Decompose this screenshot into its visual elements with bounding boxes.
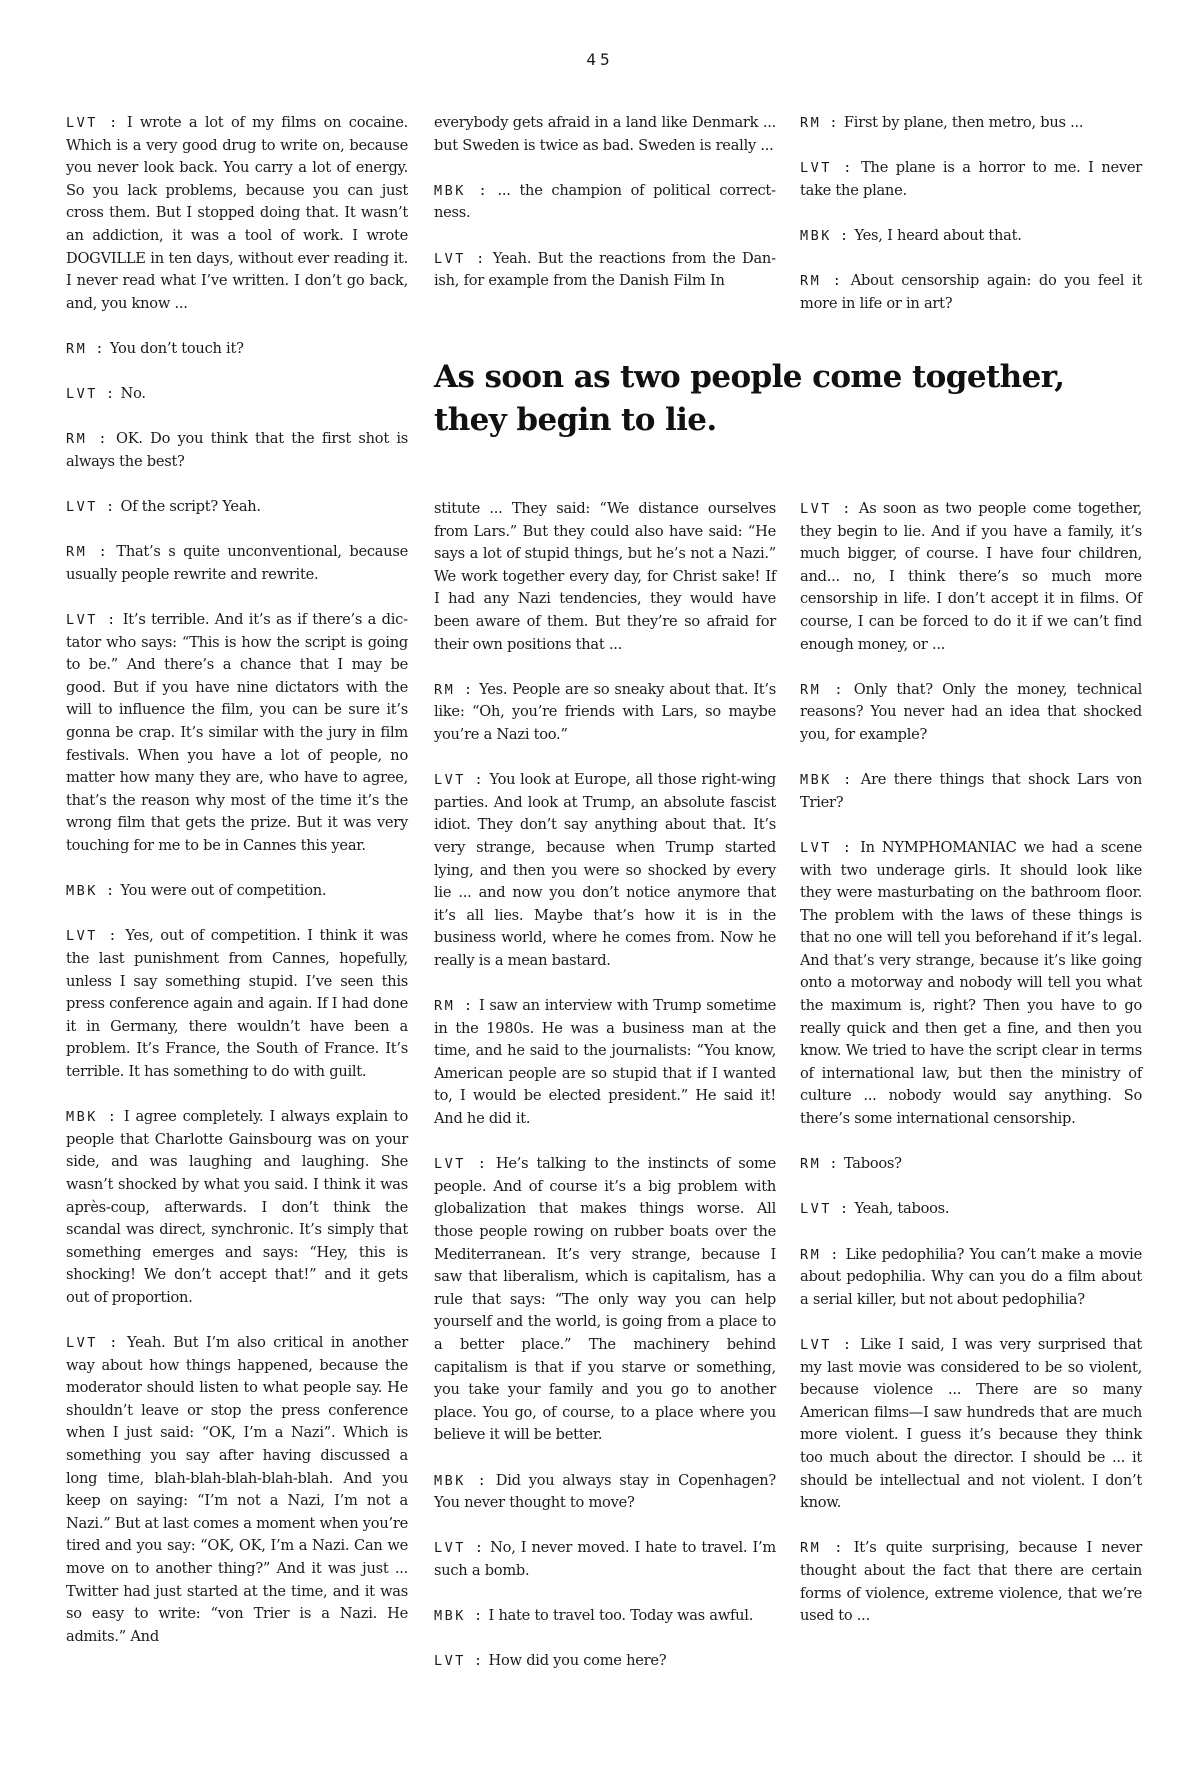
speaker-label: RM :: [800, 682, 842, 698]
speaker-label: LVT :: [434, 251, 484, 267]
interview-paragraph: [66, 428, 408, 473]
paragraph-text: Only that? Only the money, technical reasons? You never had an idea that shocked you, for example?: [800, 680, 1142, 743]
interview-paragraph: [66, 1332, 408, 1648]
paragraph-text: Like pedophilia? You can’t make a movie about pedophilia. Why can you do a film about a serial killer, but not about pedophilia?: [800, 1245, 1142, 1308]
speaker-label: LVT :: [66, 115, 117, 131]
interview-paragraph: [66, 925, 408, 1083]
column-left: [66, 112, 408, 1648]
speaker-label: MBK :: [434, 1608, 482, 1624]
column-middle-bottom: [434, 498, 776, 1673]
speaker-label: LVT :: [800, 501, 850, 517]
paragraph-text: First by plane, then metro, bus ...: [843, 114, 1084, 131]
interview-paragraph: [800, 498, 1142, 656]
interview-paragraph: [66, 541, 408, 586]
interview-paragraph: [434, 248, 776, 293]
interview-paragraph: [66, 609, 408, 858]
interview-paragraph: [800, 1244, 1142, 1312]
paragraph-text: Like I said, I was very surprised that my last movie was considered to be so violent, because violence ... There are so many American films—I saw hundreds that are much more violent. I guess it’s because they think too much about the director. I should be ... it should be intellectual and not violent. I don’t know.: [800, 1335, 1143, 1512]
interview-paragraph: [800, 679, 1142, 747]
speaker-label: LVT :: [800, 1201, 848, 1217]
speaker-label: LVT :: [66, 928, 117, 944]
paragraph-text: How did you come here?: [488, 1652, 667, 1670]
page-number: 45: [586, 50, 614, 69]
speaker-label: MBK :: [66, 1109, 116, 1125]
interview-paragraph: [434, 769, 776, 972]
interview-paragraph: [800, 769, 1142, 814]
speaker-label: MBK :: [434, 1473, 486, 1489]
paragraph-text: I saw an interview with Trump sometime in the 1980s. He was a business man at the time, and he said to the journalists: “You know, American people are so stupid that if I wanted to, I would be elected president.” He said it! And he did it.: [434, 997, 777, 1128]
interview-paragraph: [800, 225, 1142, 248]
paragraph-text: Yes, I heard about that.: [854, 226, 1022, 244]
interview-paragraph: [434, 1605, 776, 1628]
paragraph-text: No.: [120, 385, 146, 403]
paragraph-text: It’s quite surprising, because I never thought about the fact that there are certain forms of violence, extreme violence, that we’re used to ...: [800, 1539, 1142, 1625]
paragraph-text: Yes, out of competition. I think it was the last punishment from Cannes, hopefully, unless I say something stupid. I’ve seen this press conference again and again. If I had done it in Germany, there wouldn’t have been a problem. It’s France, the South of France. It’s terrible. It has something to do with guilt.: [66, 927, 409, 1080]
speaker-label: LVT :: [66, 612, 115, 628]
paragraph-text: You look at Europe, all those right-wing parties. And look at Trump, an absolute fascist idiot. They don’t say anything about that. It’s very strange, because when Trump started lying, and then you were so shocked by every lie ... and now you don’t notice anymore that it’s all lies. Maybe that’s how it is in the business world, where he comes from. Now he really is a mean bastard.: [434, 771, 776, 969]
paragraph-text: It’s terrible. And it’s as if there’s a dictator who says: “This is how the script is going to be.” And there’s a chance that I may be good. But if you have nine dictators with the will to influence the film, you can be sure it’s gonna be crap. It’s similar with the jury in film festivals. When you have a lot of people, no matter how many they are, who have to agree, that’s the reason why most of the time it’s the wrong film that gets the prize. But it was very touching for me to be in Cannes this year.: [66, 611, 408, 854]
speaker-label: MBK :: [800, 228, 848, 244]
speaker-label: RM :: [66, 544, 107, 560]
interview-paragraph: [434, 1153, 776, 1447]
interview-paragraph: [66, 496, 408, 519]
paragraph-text: You don’t touch it?: [109, 339, 244, 357]
interview-paragraph: [434, 112, 776, 157]
paragraph-text: Taboos?: [843, 1155, 902, 1173]
interview-paragraph: [800, 837, 1142, 1131]
paragraph-text: No, I never moved. I hate to travel. I’m such a bomb.: [434, 1539, 776, 1579]
interview-paragraph: [66, 383, 408, 406]
interview-paragraph: [434, 1470, 776, 1515]
speaker-label: MBK :: [66, 883, 114, 899]
interview-paragraph: [66, 338, 408, 361]
speaker-label: RM :: [66, 341, 104, 357]
speaker-label: LVT :: [66, 386, 114, 402]
speaker-label: RM :: [434, 998, 472, 1014]
paragraph-text: About censorship again: do you feel it more in life or in art?: [800, 272, 1143, 312]
speaker-label: MBK :: [434, 183, 487, 199]
interview-paragraph: [434, 679, 776, 747]
interview-paragraph: [800, 157, 1142, 202]
paragraph-text: He’s talking to the instincts of some people. And of course it’s a big problem with globalization that makes things worse. All those people rowing on rubber boats over the Mediterranean. It’s very strange, because I saw that liberalism, which is capitalism, has a rule that says: “The only way you can help yourself and the world, is going from a place to a better place.” The machinery behind capitalism is that if you starve or something, you take your family and you go to another place. You go, of course, to a place where you believe it will be better.: [434, 1155, 777, 1444]
speaker-label: LVT :: [800, 840, 851, 856]
speaker-label: LVT :: [434, 1653, 482, 1669]
paragraph-text: That’s s quite unconventional, because usually people rewrite and rewrite.: [66, 543, 408, 583]
speaker-label: RM :: [800, 1156, 838, 1172]
interview-paragraph: [800, 112, 1142, 135]
speaker-label: LVT :: [66, 1335, 117, 1351]
interview-paragraph: [66, 880, 408, 903]
paragraph-text: In NYMPHOMANIAC we had a scene with two underage girls. It should look like they were masturbating on the bathroom floor. The problem with the laws of these things is that no one will tell you beforehand if it’s legal. And that’s very strange, because it’s like going onto a motorway and nobody will tell you what the maximum is, right? Then you have to go really quick and then get a fine, and then you know. We tried to have the script clear in terms of international law, but then the ministry of culture ... nobody would say anything. So there’s some international censorship.: [800, 838, 1142, 1128]
paragraph-text: Of the script? Yeah.: [120, 498, 261, 516]
speaker-label: RM :: [800, 1540, 842, 1556]
speaker-label: MBK :: [800, 772, 851, 788]
paragraph-text: OK. Do you think that the first shot is always the best?: [66, 430, 409, 470]
interview-paragraph: [434, 1650, 776, 1673]
interview-paragraph: [434, 498, 776, 656]
pull-quote: As soon as two people come together, they begin to lie.: [434, 359, 1065, 438]
paragraph-text: everybody gets afraid in a land like Denmark ... but Sweden is twice as bad. Sweden is really ...: [434, 114, 776, 154]
paragraph-text: As soon as two people come together, they begin to lie. And if you have a family, it’s much bigger, of course. I have four children, and... no, I think there’s so much more censorship in life. I don’t accept it in films. Of course, I can be forced to do it if we can’t find enough money, or ...: [800, 500, 1143, 653]
paragraph-text: You were out of competition.: [120, 882, 327, 900]
paragraph-text: Yes. People are so sneaky about that. It’s like: “Oh, you’re friends with Lars, so maybe you’re a Nazi too.”: [434, 680, 777, 743]
paragraph-text: ... the champion of political correctness.: [434, 181, 776, 222]
speaker-label: RM :: [800, 1247, 838, 1263]
paragraph-text: I agree completely. I always explain to people that Charlotte Gainsbourg was on your side, and was laughing and laughing. She wasn’t shocked by what you said. I think it was après-coup, afterwards. I don’t think the scandal was direct, synchronic. It’s simply that something emerges and says: “Hey, this is shocking! We don’t accept that!” and it gets out of proportion.: [66, 1108, 408, 1306]
speaker-label: LVT :: [800, 160, 851, 176]
paragraph-text: Are there things that shock Lars von Trier?: [800, 771, 1143, 811]
column-right-top: [800, 112, 1142, 315]
speaker-label: RM :: [434, 682, 472, 698]
speaker-label: RM :: [66, 431, 107, 447]
paragraph-text: Yeah. But I’m also critical in another way about how things happened, because the moderator should listen to what people say. He shouldn’t leave or stop the press conference when I just said: “OK, I’m a Nazi”. Which is something you say after having discussed a long time, blah-blah-blah-blah-blah. And you keep on saying: “I’m not a Nazi, I’m not a Nazi.” But at last comes a moment when you’re tired and you say: “OK, OK, I’m a Nazi. Can we move on to another thing?” And it was just ... Twitter had just started at the time, and it was so easy to write: “von Trier is a Nazi. He admits.” And: [66, 1334, 409, 1645]
interview-paragraph: [434, 995, 776, 1131]
speaker-label: RM :: [800, 273, 841, 289]
speaker-label: LVT :: [434, 772, 483, 788]
interview-paragraph: [434, 1537, 776, 1582]
interview-paragraph: [434, 180, 776, 225]
speaker-label: LVT :: [66, 499, 114, 515]
speaker-label: LVT :: [434, 1540, 483, 1556]
interview-paragraph: [800, 1537, 1142, 1627]
column-right-bottom: [800, 498, 1142, 1628]
speaker-label: LVT :: [800, 1337, 851, 1353]
interview-paragraph: [66, 1106, 408, 1309]
interview-paragraph: [800, 1198, 1142, 1221]
paragraph-text: Yeah. But the reactions from the Danish, for example from the Danish Film In: [434, 249, 777, 290]
paragraph-text: Did you always stay in Copenhagen? You never thought to move?: [434, 1471, 776, 1512]
paragraph-text: The plane is a horror to me. I never take the plane.: [800, 159, 1142, 199]
interview-paragraph: [800, 1153, 1142, 1176]
speaker-label: LVT :: [434, 1156, 486, 1172]
paragraph-text: stitute ... They said: “We distance ourselves from Lars.” But they could also have said: “He says a lot of stupid things, but he’s not a Nazi.” We work together every day, for Christ sake! If I had any Nazi tendencies, they would have been aware of them. But they’re so afraid for their own positions that ...: [434, 500, 776, 653]
speaker-label: RM :: [800, 115, 838, 131]
column-middle-top: [434, 112, 776, 293]
paragraph-text: Yeah, taboos.: [854, 1200, 950, 1218]
interview-paragraph: [800, 270, 1142, 315]
paragraph-text: I wrote a lot of my films on cocaine. Which is a very good drug to write on, because you never look back. You carry a lot of energy. So you lack problems, because you can just cross them. But I stopped doing that. It wasn’t an addiction, it was a tool of work. I wrote DOGVILLE in ten days, without ever reading it. I never read what I’ve written. I don’t go back, and, you know ...: [66, 114, 408, 312]
interview-paragraph: [800, 1334, 1142, 1515]
interview-paragraph: [66, 112, 408, 315]
paragraph-text: I hate to travel too. Today was awful.: [488, 1607, 754, 1625]
